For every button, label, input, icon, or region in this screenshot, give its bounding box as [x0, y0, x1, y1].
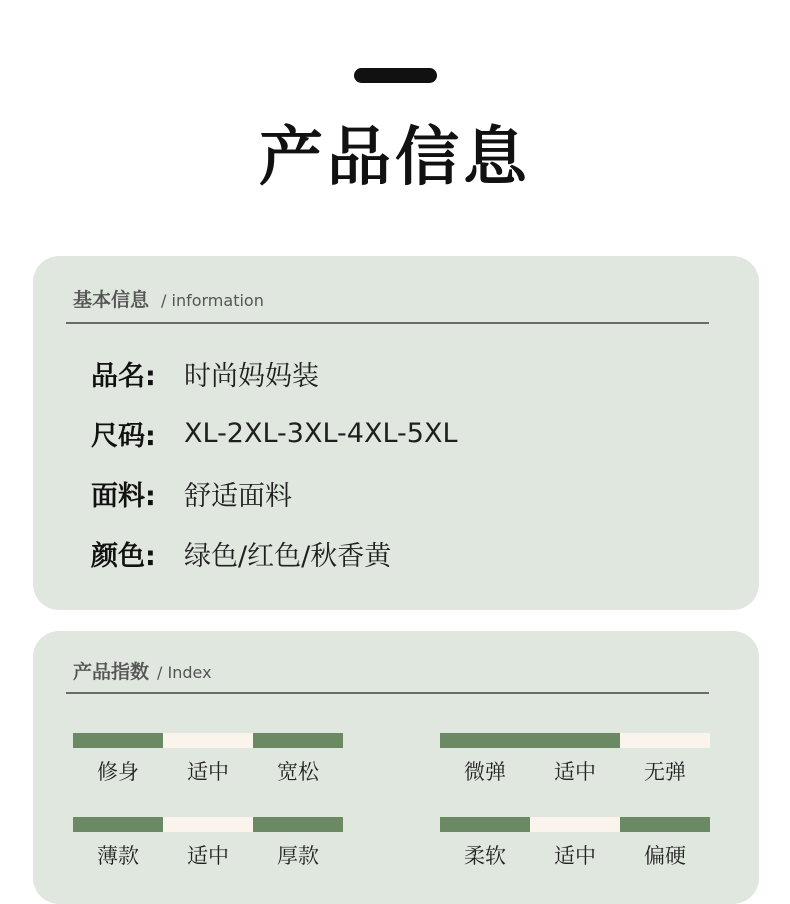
index-subheading: / Index: [157, 663, 212, 682]
scale-label: 宽松: [277, 760, 319, 784]
scale-segment: [253, 733, 343, 748]
scale-segment: [163, 733, 253, 748]
scale-label: 无弹: [644, 760, 686, 784]
info-row-size: [91, 403, 457, 463]
scale-label: 偏硬: [644, 844, 686, 868]
scale-segment: [530, 733, 620, 748]
basic-info-header: [73, 285, 264, 312]
info-row-fabric: [91, 463, 457, 523]
scale-segment: [530, 817, 620, 832]
thickness-scale: [73, 817, 343, 870]
scale-segment: [73, 817, 163, 832]
softness-scale: [440, 817, 710, 870]
scale-label: 适中: [187, 760, 229, 784]
scale-segment: [440, 733, 530, 748]
basic-info-card: [33, 256, 759, 610]
elasticity-scale: [440, 733, 710, 786]
info-value: 绿色/红色/秋香黄: [184, 540, 392, 572]
info-label: 尺码:: [91, 420, 156, 452]
scale-label: 适中: [187, 844, 229, 868]
scale-bar: [440, 733, 710, 748]
scale-segment: [73, 733, 163, 748]
scale-bar: [73, 817, 343, 832]
basic-info-subheading: / information: [161, 291, 264, 310]
index-header: [73, 657, 212, 684]
scale-label: 适中: [554, 844, 596, 868]
fit-scale: [73, 733, 343, 786]
info-value: XL-2XL-3XL-4XL-5XL: [184, 417, 458, 449]
info-row-color: [91, 523, 457, 583]
info-value: 时尚妈妈装: [184, 360, 319, 392]
scale-label: 修身: [97, 760, 139, 784]
scale-segment: [253, 817, 343, 832]
scale-segment: [620, 733, 710, 748]
info-list: [91, 343, 457, 583]
info-label: 颜色:: [91, 540, 156, 572]
info-value: 舒适面料: [184, 480, 292, 512]
scale-label: 柔软: [464, 844, 506, 868]
scale-segment: [620, 817, 710, 832]
scale-bar: [73, 733, 343, 748]
basic-info-divider: [66, 322, 709, 324]
scale-segment: [440, 817, 530, 832]
scale-segment: [163, 817, 253, 832]
scale-label: 微弹: [464, 760, 506, 784]
info-label: 面料:: [91, 480, 156, 512]
basic-info-heading: 基本信息: [73, 289, 150, 311]
top-decor-bar: [354, 68, 437, 83]
scale-label: 适中: [554, 760, 596, 784]
info-row-name: [91, 343, 457, 403]
page-title: 产品信息: [259, 121, 531, 195]
scale-bar: [440, 817, 710, 832]
index-heading: 产品指数: [73, 661, 150, 683]
index-divider: [66, 692, 709, 694]
product-index-card: [33, 631, 759, 904]
info-label: 品名:: [91, 360, 156, 392]
scale-label: 厚款: [277, 844, 319, 868]
scale-label: 薄款: [97, 844, 139, 868]
